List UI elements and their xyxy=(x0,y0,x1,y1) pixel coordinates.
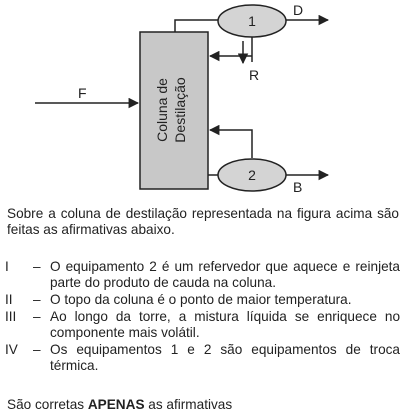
statement-item xyxy=(5,309,400,341)
statement-text: Os equipamentos 1 e 2 são equipamentos de troca térmica. xyxy=(50,342,400,373)
statement-dash: – xyxy=(33,292,41,307)
feed-label: F xyxy=(78,85,87,101)
statement-number: II xyxy=(5,292,13,307)
column-label-line2: Destilação xyxy=(172,77,188,143)
statement-number: IV xyxy=(5,342,18,357)
conclusion-prefix: São corretas xyxy=(7,397,88,412)
statement-dash: – xyxy=(33,342,41,357)
statement-list xyxy=(5,259,400,375)
statement-number: III xyxy=(5,309,17,324)
distillate-label: D xyxy=(293,2,304,18)
column-label-line1: Coluna de xyxy=(154,78,170,142)
statement-item xyxy=(5,292,400,308)
statement-text: O equipamento 2 é um refervedor que aquece e reinjeta parte do produto de cauda na coluna. xyxy=(50,259,400,290)
statement-text: O topo da coluna é o ponto de maior temperatura. xyxy=(50,292,352,307)
statement-item xyxy=(5,259,400,291)
bottom-return-line xyxy=(210,130,252,158)
statement-item xyxy=(5,342,400,374)
distillation-diagram xyxy=(0,0,406,200)
equipment-1-label: 1 xyxy=(248,13,256,29)
conclusion-suffix: as afirmativas xyxy=(144,397,233,412)
statement-dash: – xyxy=(33,259,41,274)
question-conclusion xyxy=(7,397,232,413)
statement-dash: – xyxy=(33,309,41,324)
bottoms-label: B xyxy=(293,179,303,195)
equipment-2-label: 2 xyxy=(248,167,256,183)
statement-text: Ao longo da torre, a mistura líquida se enriquece no componente mais volátil. xyxy=(50,309,400,340)
reflux-label: R xyxy=(249,67,260,83)
question-intro: Sobre a coluna de destilação representada na figura acima são feitas as afirmativas abaixo. xyxy=(7,206,399,237)
top-vapor-line xyxy=(175,20,218,32)
conclusion-emphasis: APENAS xyxy=(87,397,145,412)
statement-number: I xyxy=(5,259,9,274)
